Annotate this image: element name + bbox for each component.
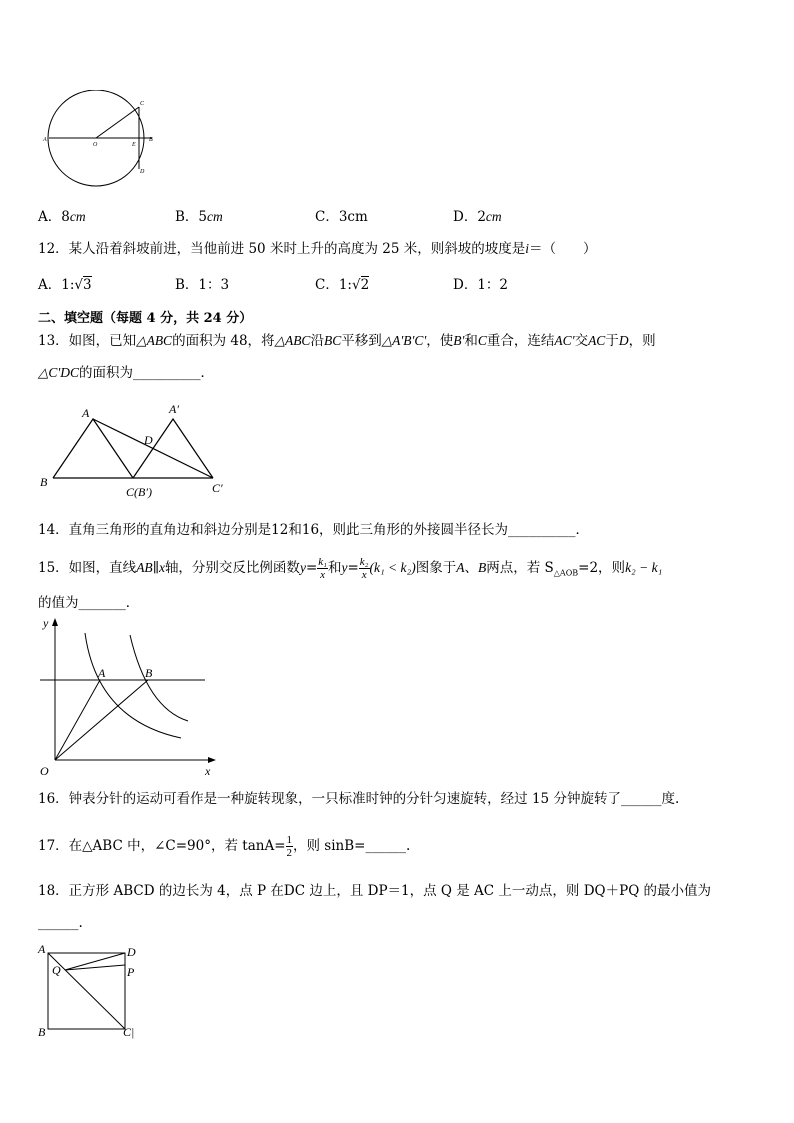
- q11-option-a: A．8cm: [38, 209, 86, 225]
- y-axis-arrow: [52, 618, 58, 626]
- segment-ob: [55, 680, 148, 760]
- fraction-k2-x: $\frac{\text{k₂}}{x}$: [359, 556, 369, 581]
- label-c-b-prime: C(B′): [126, 485, 152, 499]
- label-p: P: [127, 965, 135, 979]
- q11-option-c: C．3cm: [315, 209, 368, 225]
- label-a: A: [98, 666, 106, 680]
- triangle-abc: [53, 419, 133, 478]
- square-figure: [35, 938, 145, 1043]
- label-a: A: [82, 406, 90, 420]
- label-y: y: [43, 616, 49, 630]
- q17-text: 17．在△ABC 中，∠C=90°，若 tanA= $\frac{1}{2}$ ，则 sinB=______.: [38, 834, 411, 859]
- label-a: A: [38, 942, 46, 956]
- label-c: C|: [123, 1025, 135, 1039]
- label-d: D: [140, 169, 145, 175]
- section-fill-blank-heading: 二、填空题（每题 4 分，共 24 分）: [38, 311, 253, 326]
- q12-option-b: B．1：3: [175, 277, 230, 293]
- q15-line2: 的值为_______．: [38, 595, 140, 611]
- label-q: Q: [52, 963, 61, 977]
- q16-text: 16．钟表分针的运动可看作是一种旋转现象，一只标准时钟的分针匀速旋转，经过 15 分钟旋转了______度.: [38, 791, 680, 807]
- q18-line2: ______.: [38, 915, 83, 931]
- q11-option-b: B．5cm: [175, 209, 223, 225]
- label-b: B: [145, 666, 153, 680]
- hyperbola-k2: [130, 635, 188, 721]
- label-a: A: [43, 137, 47, 143]
- q12-stem: 12．某人沿着斜坡前进，当他前进 50 米时上升的高度为 25 米，则斜坡的坡度是i＝（ ）: [38, 241, 597, 257]
- hyperbola-figure: [35, 615, 220, 780]
- label-e: E: [132, 142, 136, 148]
- x-axis-arrow: [208, 757, 216, 763]
- q13-line2: △C'DC的面积为__________．: [38, 365, 215, 381]
- circle-figure: [40, 90, 165, 190]
- label-o: O: [93, 142, 98, 148]
- triangle-apbpcp: [133, 419, 213, 478]
- label-x: x: [205, 764, 211, 778]
- label-a-prime: A′: [169, 402, 179, 416]
- label-d: D: [144, 433, 153, 447]
- label-c-prime: C′: [212, 481, 223, 495]
- label-d: D: [127, 945, 136, 959]
- label-b: B: [149, 137, 153, 143]
- q12-option-a: A．1:√3: [38, 277, 92, 293]
- q14-text: 14．直角三角形的直角边和斜边分别是12和16，则此三角形的外接圆半径长为__________．: [38, 522, 590, 538]
- segment-acp: [93, 419, 213, 478]
- translation-figure: [38, 400, 238, 500]
- fraction-one-half: $\frac{1}{2}$: [286, 834, 293, 859]
- label-b: B: [38, 1025, 46, 1039]
- q15-line1: 15．如图，直线AB∥x轴，分别交反比例函数y= $\frac{\text{k₁}}{x}$ 和y= $\frac{\text{k₂}}{x}$ (k₁ < k₂)图象于A、B两点，若 $S_{\triangle AOB}=2$，则k₂ − k₁: [38, 556, 663, 581]
- label-b: B: [40, 475, 48, 489]
- q18-line1: 18．正方形 ABCD 的边长为 4，点 P 在DC 边上，且 DP＝1，点 Q 是 AC 上一动点，则 DQ＋PQ 的最小值为: [38, 883, 712, 899]
- label-o: O: [40, 764, 49, 778]
- label-c: C: [140, 101, 145, 107]
- segment-oc: [96, 107, 139, 138]
- q13-line1: 13．如图，已知△ABC的面积为 48，将△ABC沿BC平移到△A'B'C'，使B'和C重合，连结AC'交AC于D，则: [38, 333, 656, 349]
- q11-option-d: D．2cm: [453, 209, 502, 225]
- fraction-k1-x: $\frac{\text{k₁}}{x}$: [318, 556, 327, 581]
- segment-oa: [55, 680, 100, 760]
- q12-option-c: C．1:√2: [315, 277, 370, 293]
- q12-option-d: D．1：2: [453, 277, 509, 293]
